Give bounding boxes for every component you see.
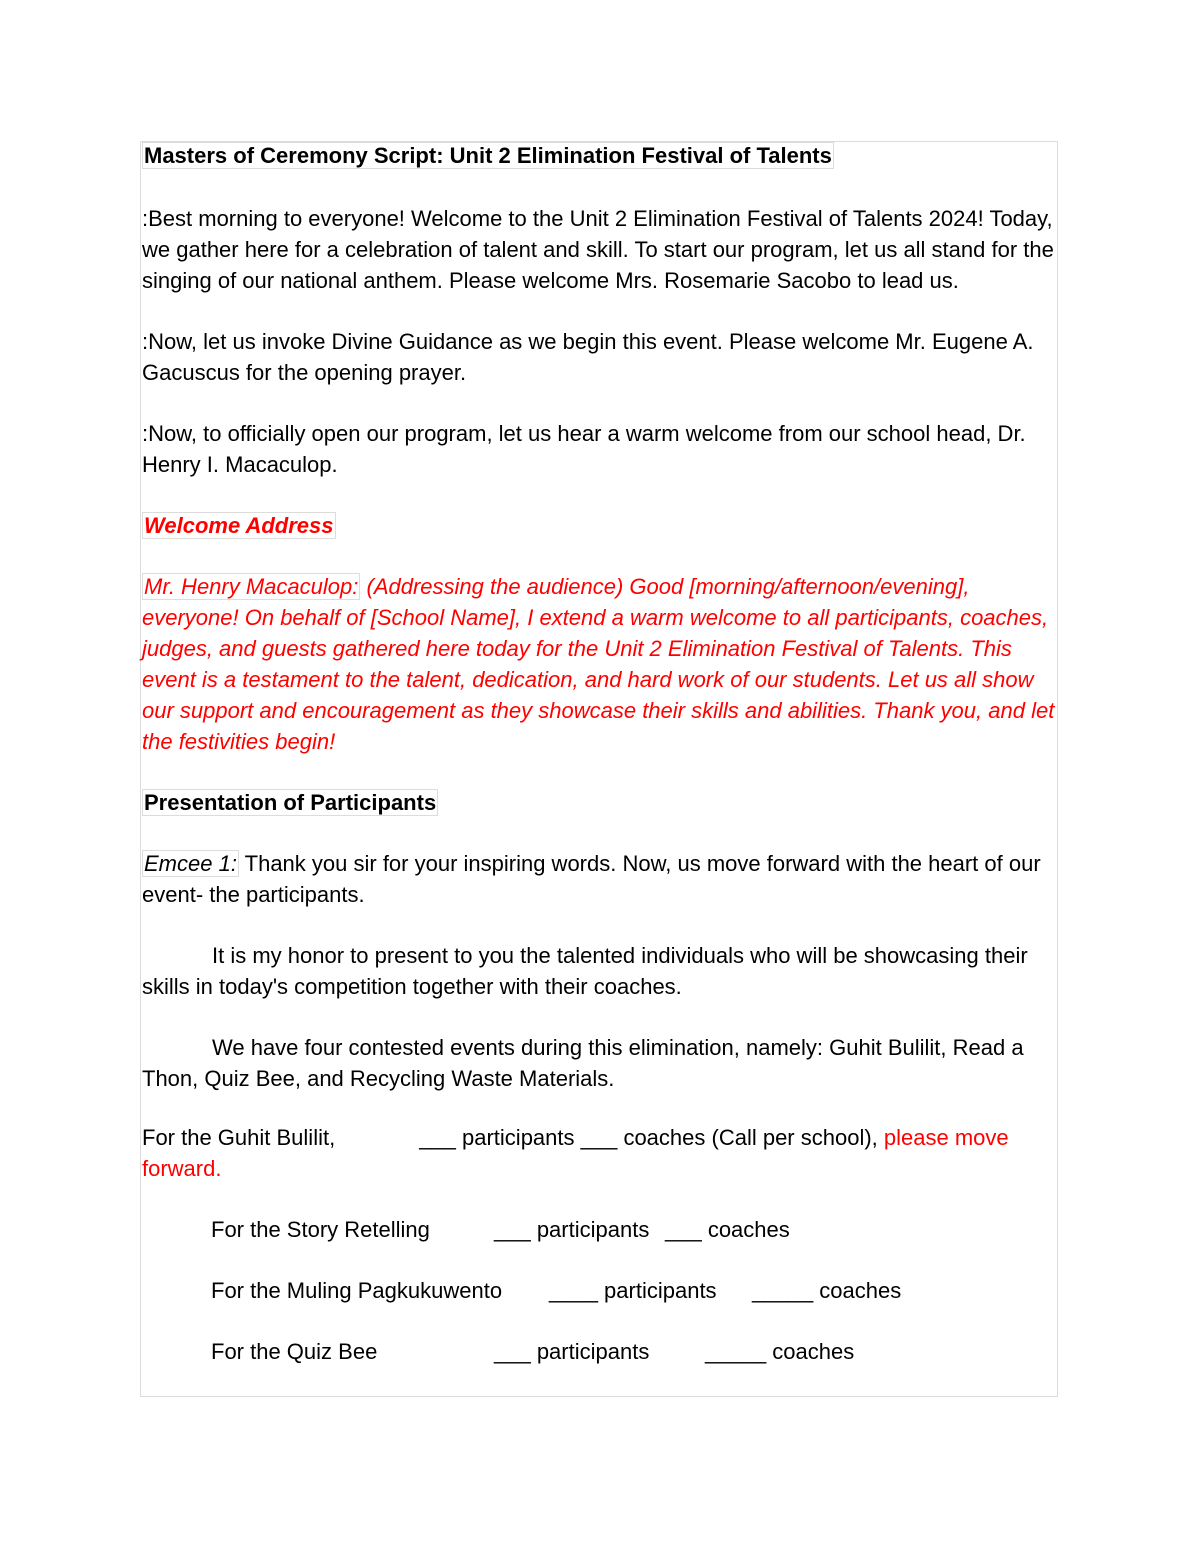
row-coaches: _____ coaches xyxy=(705,1339,855,1364)
guhit-red-text: please move forward. xyxy=(142,1125,1009,1181)
row-coaches: ___ coaches xyxy=(665,1217,790,1242)
row-coaches: _____ coaches xyxy=(752,1278,902,1303)
event-row-muling-pagkukuwento xyxy=(142,1275,1058,1306)
events-paragraph: We have four contested events during this elimination, namely: Guhit Bulilit, Read a Thon, Quiz Bee, and Recycling Waste Materials. xyxy=(142,1035,1024,1091)
emcee-text: Thank you sir for your inspiring words. Now, us move forward with the heart of our event- the participants. xyxy=(142,851,1041,907)
intro-paragraph-2: :Now, let us invoke Divine Guidance as we begin this event. Please welcome Mr. Eugene A. Gacuscus for the opening prayer. xyxy=(142,329,1034,385)
event-row-quiz-bee xyxy=(142,1336,1058,1367)
intro-paragraph-3: :Now, to officially open our program, let us hear a warm welcome from our school head, Dr. Henry I. Macaculop. xyxy=(142,421,1026,477)
row-label: For the Muling Pagkukuwento xyxy=(211,1278,503,1303)
row-participants: ___ participants xyxy=(494,1217,650,1242)
speaker-label: Mr. Henry Macaculop: xyxy=(144,574,359,599)
emcee-label: Emcee 1: xyxy=(144,851,237,876)
row-label: For the Story Retelling xyxy=(211,1217,430,1242)
welcome-heading: Welcome Address xyxy=(144,513,334,538)
document-title: Masters of Ceremony Script: Unit 2 Elimination Festival of Talents xyxy=(144,143,832,168)
guhit-text: ___ participants ___ coaches (Call per school), xyxy=(419,1125,884,1150)
row-label: For the Quiz Bee xyxy=(211,1339,378,1364)
row-participants: ____ participants xyxy=(549,1278,717,1303)
event-row-story-retelling xyxy=(142,1214,1058,1245)
presentation-heading: Presentation of Participants xyxy=(144,790,437,815)
document-body xyxy=(142,142,1058,1367)
emcee-paragraph xyxy=(142,848,1058,910)
row-participants: ___ participants xyxy=(494,1339,650,1364)
guhit-paragraph xyxy=(142,1122,1058,1184)
speech-text: (Addressing the audience) Good [morning/afternoon/evening], everyone! On behalf of [School Name], I extend a warm welcome to all participants, coaches, judges, and guests gathered here today for the Unit 2 Elimination Festival of Talents. This event is a testament to the talent, dedication, and hard work of our students. Let us all show our support and encouragement as they showcase their skills and abilities. Thank you, and let the festivities begin! xyxy=(142,574,1055,754)
welcome-speech xyxy=(142,571,1058,757)
intro-paragraph-1: :Best morning to everyone! Welcome to the Unit 2 Elimination Festival of Talents 2024! Today, we gather here for a celebration of talent and skill. To start our program, let us all stand for the singing of our national anthem. Please welcome Mrs. Rosemarie Sacobo to lead us. xyxy=(142,206,1054,293)
guhit-label: For the Guhit Bulilit, xyxy=(142,1125,336,1150)
honor-paragraph: It is my honor to present to you the talented individuals who will be showcasing their skills in today's competition together with their coaches. xyxy=(142,943,1028,999)
